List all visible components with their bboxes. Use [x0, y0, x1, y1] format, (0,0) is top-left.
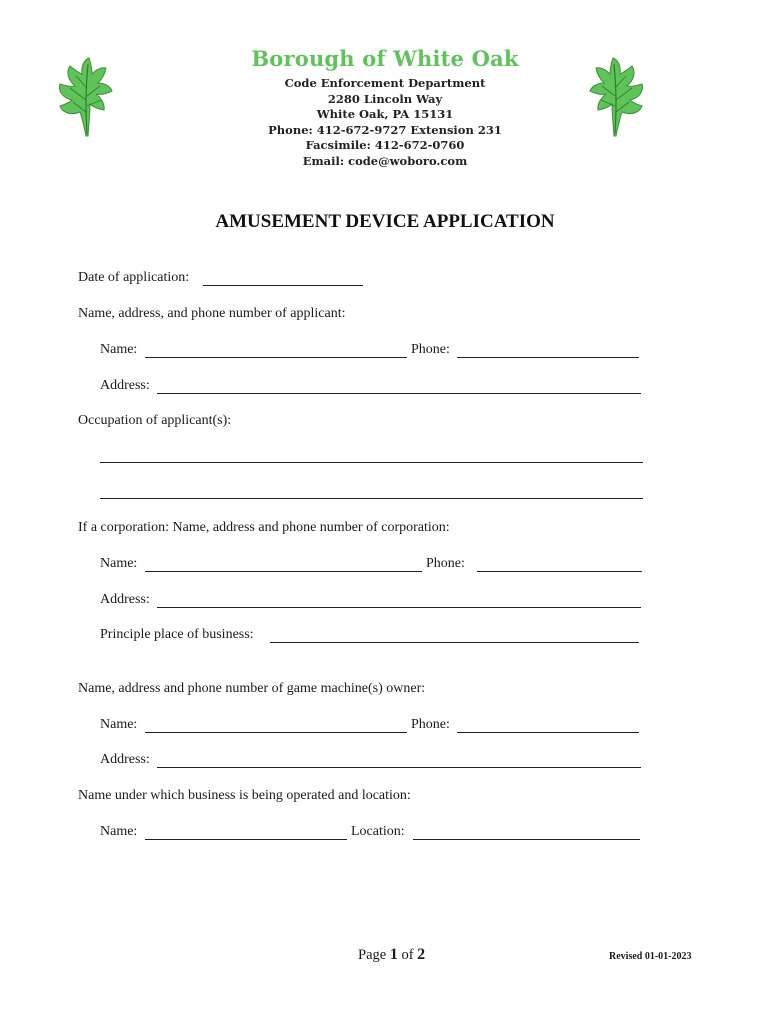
org-name: Borough of White Oak — [251, 46, 519, 71]
date-label: Date of application: — [78, 270, 190, 285]
occupation-heading: Occupation of applicant(s): — [78, 413, 232, 428]
city-line: White Oak, PA 15131 — [316, 107, 454, 121]
owner-name-field[interactable] — [145, 732, 407, 733]
revision-date: Revised 01-01-2023 — [609, 951, 692, 962]
date-field[interactable] — [203, 285, 363, 286]
department-line: Code Enforcement Department — [284, 76, 486, 90]
occupation-field-2[interactable] — [100, 498, 643, 499]
applicant-heading: Name, address, and phone number of applicant: — [78, 306, 346, 321]
business-location-label: Location: — [351, 824, 405, 839]
business-name-field[interactable] — [145, 839, 347, 840]
phone-line: Phone: 412-672-9727 Extension 231 — [268, 123, 502, 137]
owner-heading: Name, address and phone number of game machine(s) owner: — [78, 681, 426, 696]
owner-address-field[interactable] — [157, 767, 641, 768]
corporation-phone-label: Phone: — [426, 556, 465, 571]
corporation-name-label: Name: — [100, 556, 138, 571]
email-line: Email: code@woboro.com — [302, 154, 468, 168]
applicant-address-label: Address: — [100, 378, 150, 393]
form-title: AMUSEMENT DEVICE APPLICATION — [215, 211, 555, 232]
business-place-field[interactable] — [270, 642, 639, 643]
corporation-name-field[interactable] — [145, 571, 422, 572]
business-location-field[interactable] — [413, 839, 640, 840]
page-total: 2 — [417, 946, 426, 963]
page-indicator — [358, 946, 425, 964]
applicant-name-field[interactable] — [145, 357, 407, 358]
corporation-address-label: Address: — [100, 592, 150, 607]
street-line: 2280 Lincoln Way — [327, 92, 443, 106]
page-current: 1 — [389, 946, 398, 963]
corporation-heading: If a corporation: Name, address and phone number of corporation: — [78, 520, 450, 535]
page-word: Page — [358, 947, 387, 963]
applicant-phone-field[interactable] — [457, 357, 639, 358]
occupation-field-1[interactable] — [100, 462, 643, 463]
business-name-label: Name: — [100, 824, 138, 839]
page-of: of — [401, 947, 414, 963]
fax-line: Facsimile: 412-672-0760 — [305, 138, 465, 152]
applicant-phone-label: Phone: — [411, 342, 450, 357]
owner-phone-field[interactable] — [457, 732, 639, 733]
applicant-name-label: Name: — [100, 342, 138, 357]
business-heading: Name under which business is being operated and location: — [78, 788, 411, 803]
owner-address-label: Address: — [100, 752, 150, 767]
owner-phone-label: Phone: — [411, 717, 450, 732]
applicant-address-field[interactable] — [157, 393, 641, 394]
owner-name-label: Name: — [100, 717, 138, 732]
corporation-phone-field[interactable] — [477, 571, 642, 572]
business-place-label: Principle place of business: — [100, 627, 254, 642]
corporation-address-field[interactable] — [157, 607, 641, 608]
